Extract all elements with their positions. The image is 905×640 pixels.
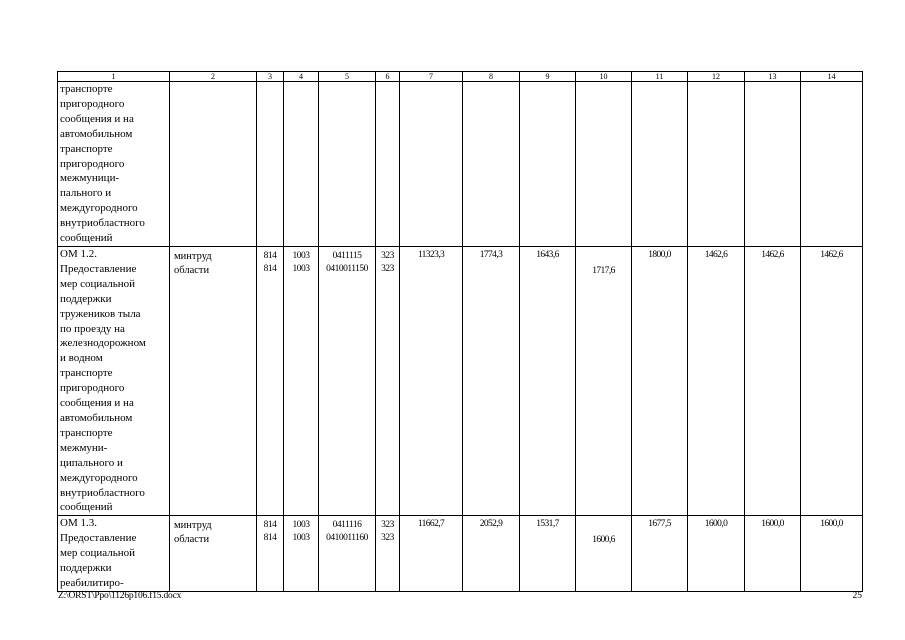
empty-cell <box>319 82 376 247</box>
col-header: 5 <box>319 72 376 82</box>
empty-cell <box>632 82 688 247</box>
file-path: Z:\ORST\Ppo\1126p106.f15.docx <box>58 591 182 601</box>
empty-cell <box>376 82 400 247</box>
col-header: 11 <box>632 72 688 82</box>
col-header: 7 <box>400 72 463 82</box>
measure-description: транспорте пригородного сообщения и на автомобильном транспорте пригородного межмуници- пального и междугородного внутриобластного сообщений <box>58 82 170 247</box>
col-header: 13 <box>745 72 801 82</box>
ministry-code-cell: 814 814 <box>257 516 284 592</box>
amount-cell: 1774,3 <box>463 247 520 516</box>
col-header: 12 <box>688 72 745 82</box>
section-code-cell: 1003 1003 <box>284 516 319 592</box>
executor-cell: минтруд области <box>170 516 257 592</box>
table-row <box>58 516 863 592</box>
empty-cell <box>463 82 520 247</box>
measure-description: ОМ 1.3. Предоставление мер социальной поддержки реабилитиро- <box>58 516 170 592</box>
ministry-code-cell: 814 814 <box>257 247 284 516</box>
col-header: 10 <box>576 72 632 82</box>
column-number-row <box>58 72 863 82</box>
amount-cell: 11323,3 <box>400 247 463 516</box>
empty-cell <box>170 82 257 247</box>
amount-cell: 1600,0 <box>801 516 863 592</box>
expense-type-cell: 323 323 <box>376 516 400 592</box>
amount-cell: 1600,0 <box>745 516 801 592</box>
section-code-cell: 1003 1003 <box>284 247 319 516</box>
col-header: 4 <box>284 72 319 82</box>
executor-cell: минтруд области <box>170 247 257 516</box>
empty-cell <box>576 82 632 247</box>
amount-cell: 1600,6 <box>576 516 632 592</box>
empty-cell <box>520 82 576 247</box>
empty-cell <box>745 82 801 247</box>
col-header: 9 <box>520 72 576 82</box>
table-row <box>58 247 863 516</box>
amount-cell: 1643,6 <box>520 247 576 516</box>
amount-cell: 1717,6 <box>576 247 632 516</box>
empty-cell <box>284 82 319 247</box>
col-header: 6 <box>376 72 400 82</box>
budget-table <box>57 71 863 592</box>
empty-cell <box>400 82 463 247</box>
amount-cell: 1677,5 <box>632 516 688 592</box>
page-number: 25 <box>852 591 862 601</box>
amount-cell: 1800,0 <box>632 247 688 516</box>
amount-cell: 1531,7 <box>520 516 576 592</box>
target-code-cell: 0411115 0410011150 <box>319 247 376 516</box>
empty-cell <box>257 82 284 247</box>
col-header: 1 <box>58 72 170 82</box>
amount-cell: 1462,6 <box>688 247 745 516</box>
amount-cell: 1462,6 <box>801 247 863 516</box>
col-header: 8 <box>463 72 520 82</box>
amount-cell: 11662,7 <box>400 516 463 592</box>
col-header: 14 <box>801 72 863 82</box>
amount-cell: 2052,9 <box>463 516 520 592</box>
expense-type-cell: 323 323 <box>376 247 400 516</box>
target-code-cell: 0411116 0410011160 <box>319 516 376 592</box>
empty-cell <box>688 82 745 247</box>
col-header: 2 <box>170 72 257 82</box>
amount-cell: 1600,0 <box>688 516 745 592</box>
empty-cell <box>801 82 863 247</box>
amount-cell: 1462,6 <box>745 247 801 516</box>
table-row <box>58 82 863 247</box>
col-header: 3 <box>257 72 284 82</box>
measure-description: ОМ 1.2. Предоставление мер социальной поддержки тружеников тыла по проезду на железнодорожном и водном транспорте пригородного сообщения и на автомобильном транспорте межмуни- ципального и междугородного внутриобластного сообщений <box>58 247 170 516</box>
